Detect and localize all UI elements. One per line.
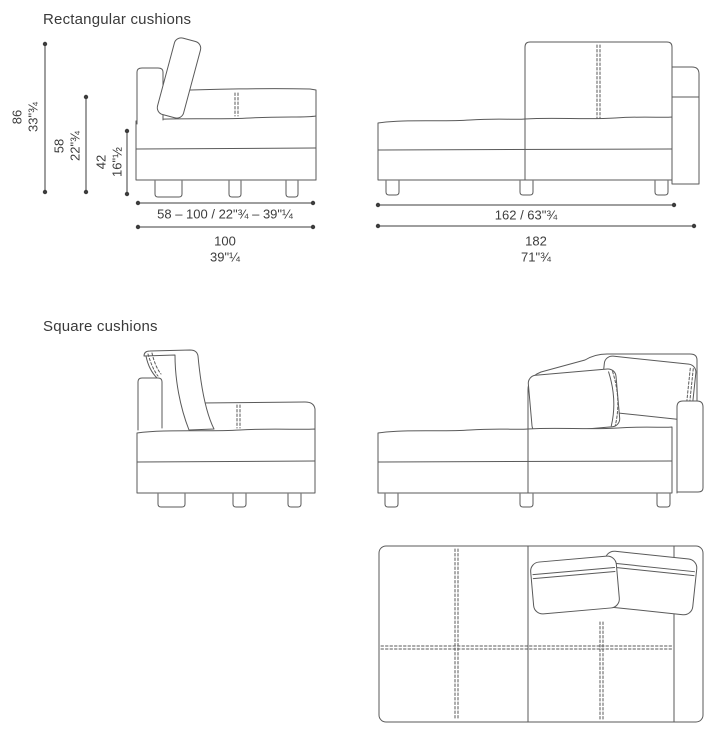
cushion-edge <box>146 356 157 378</box>
foot <box>520 494 533 507</box>
top-view-drawing <box>379 546 703 722</box>
plan-cushion-left <box>530 555 620 614</box>
dim-side-depth-range: 58 – 100 / 22"¾ – 39"¼ <box>157 206 293 222</box>
dim-front-width-total-cm: 182 <box>525 233 547 249</box>
armrest <box>677 401 703 493</box>
square-front-view-drawing <box>378 354 703 507</box>
dim-side-depth-total-cm: 100 <box>214 233 236 249</box>
rect-side-view-drawing <box>136 36 316 197</box>
foot <box>385 494 398 507</box>
armrest-frame <box>138 378 162 430</box>
dim-height-seat-in: 16"½ <box>109 147 125 177</box>
dim-side-depth-total-in: 39"¼ <box>210 249 240 265</box>
square-side-view-drawing <box>137 350 315 507</box>
square-section-title: Square cushions <box>43 318 158 335</box>
rect-front-view-drawing <box>378 42 699 195</box>
dim-height-back-cm: 58 <box>51 138 67 154</box>
dim-height-total-cm: 86 <box>9 109 25 125</box>
dim-front-width-total-in: 71"¾ <box>521 249 551 265</box>
foot <box>233 494 246 507</box>
foot <box>520 181 533 195</box>
armrest <box>672 67 699 184</box>
foot <box>657 494 670 507</box>
armrest-frame <box>137 68 163 124</box>
foot <box>158 494 185 507</box>
square-cushion-left <box>528 368 621 433</box>
rect-section-title: Rectangular cushions <box>43 11 192 28</box>
dim-height-back-in: 22"¾ <box>67 131 83 161</box>
dim-height-total-in: 33"¾ <box>25 102 41 132</box>
foot <box>229 181 241 197</box>
foot <box>155 181 182 197</box>
foot <box>655 181 668 195</box>
back-deck-line <box>200 402 315 430</box>
dim-height-seat-cm: 42 <box>93 154 109 170</box>
foot <box>386 181 399 195</box>
seat-body <box>378 427 672 493</box>
foot <box>286 181 298 197</box>
foot <box>288 494 301 507</box>
dim-front-width: 162 / 63"¾ <box>494 207 558 223</box>
backrest <box>525 42 672 120</box>
